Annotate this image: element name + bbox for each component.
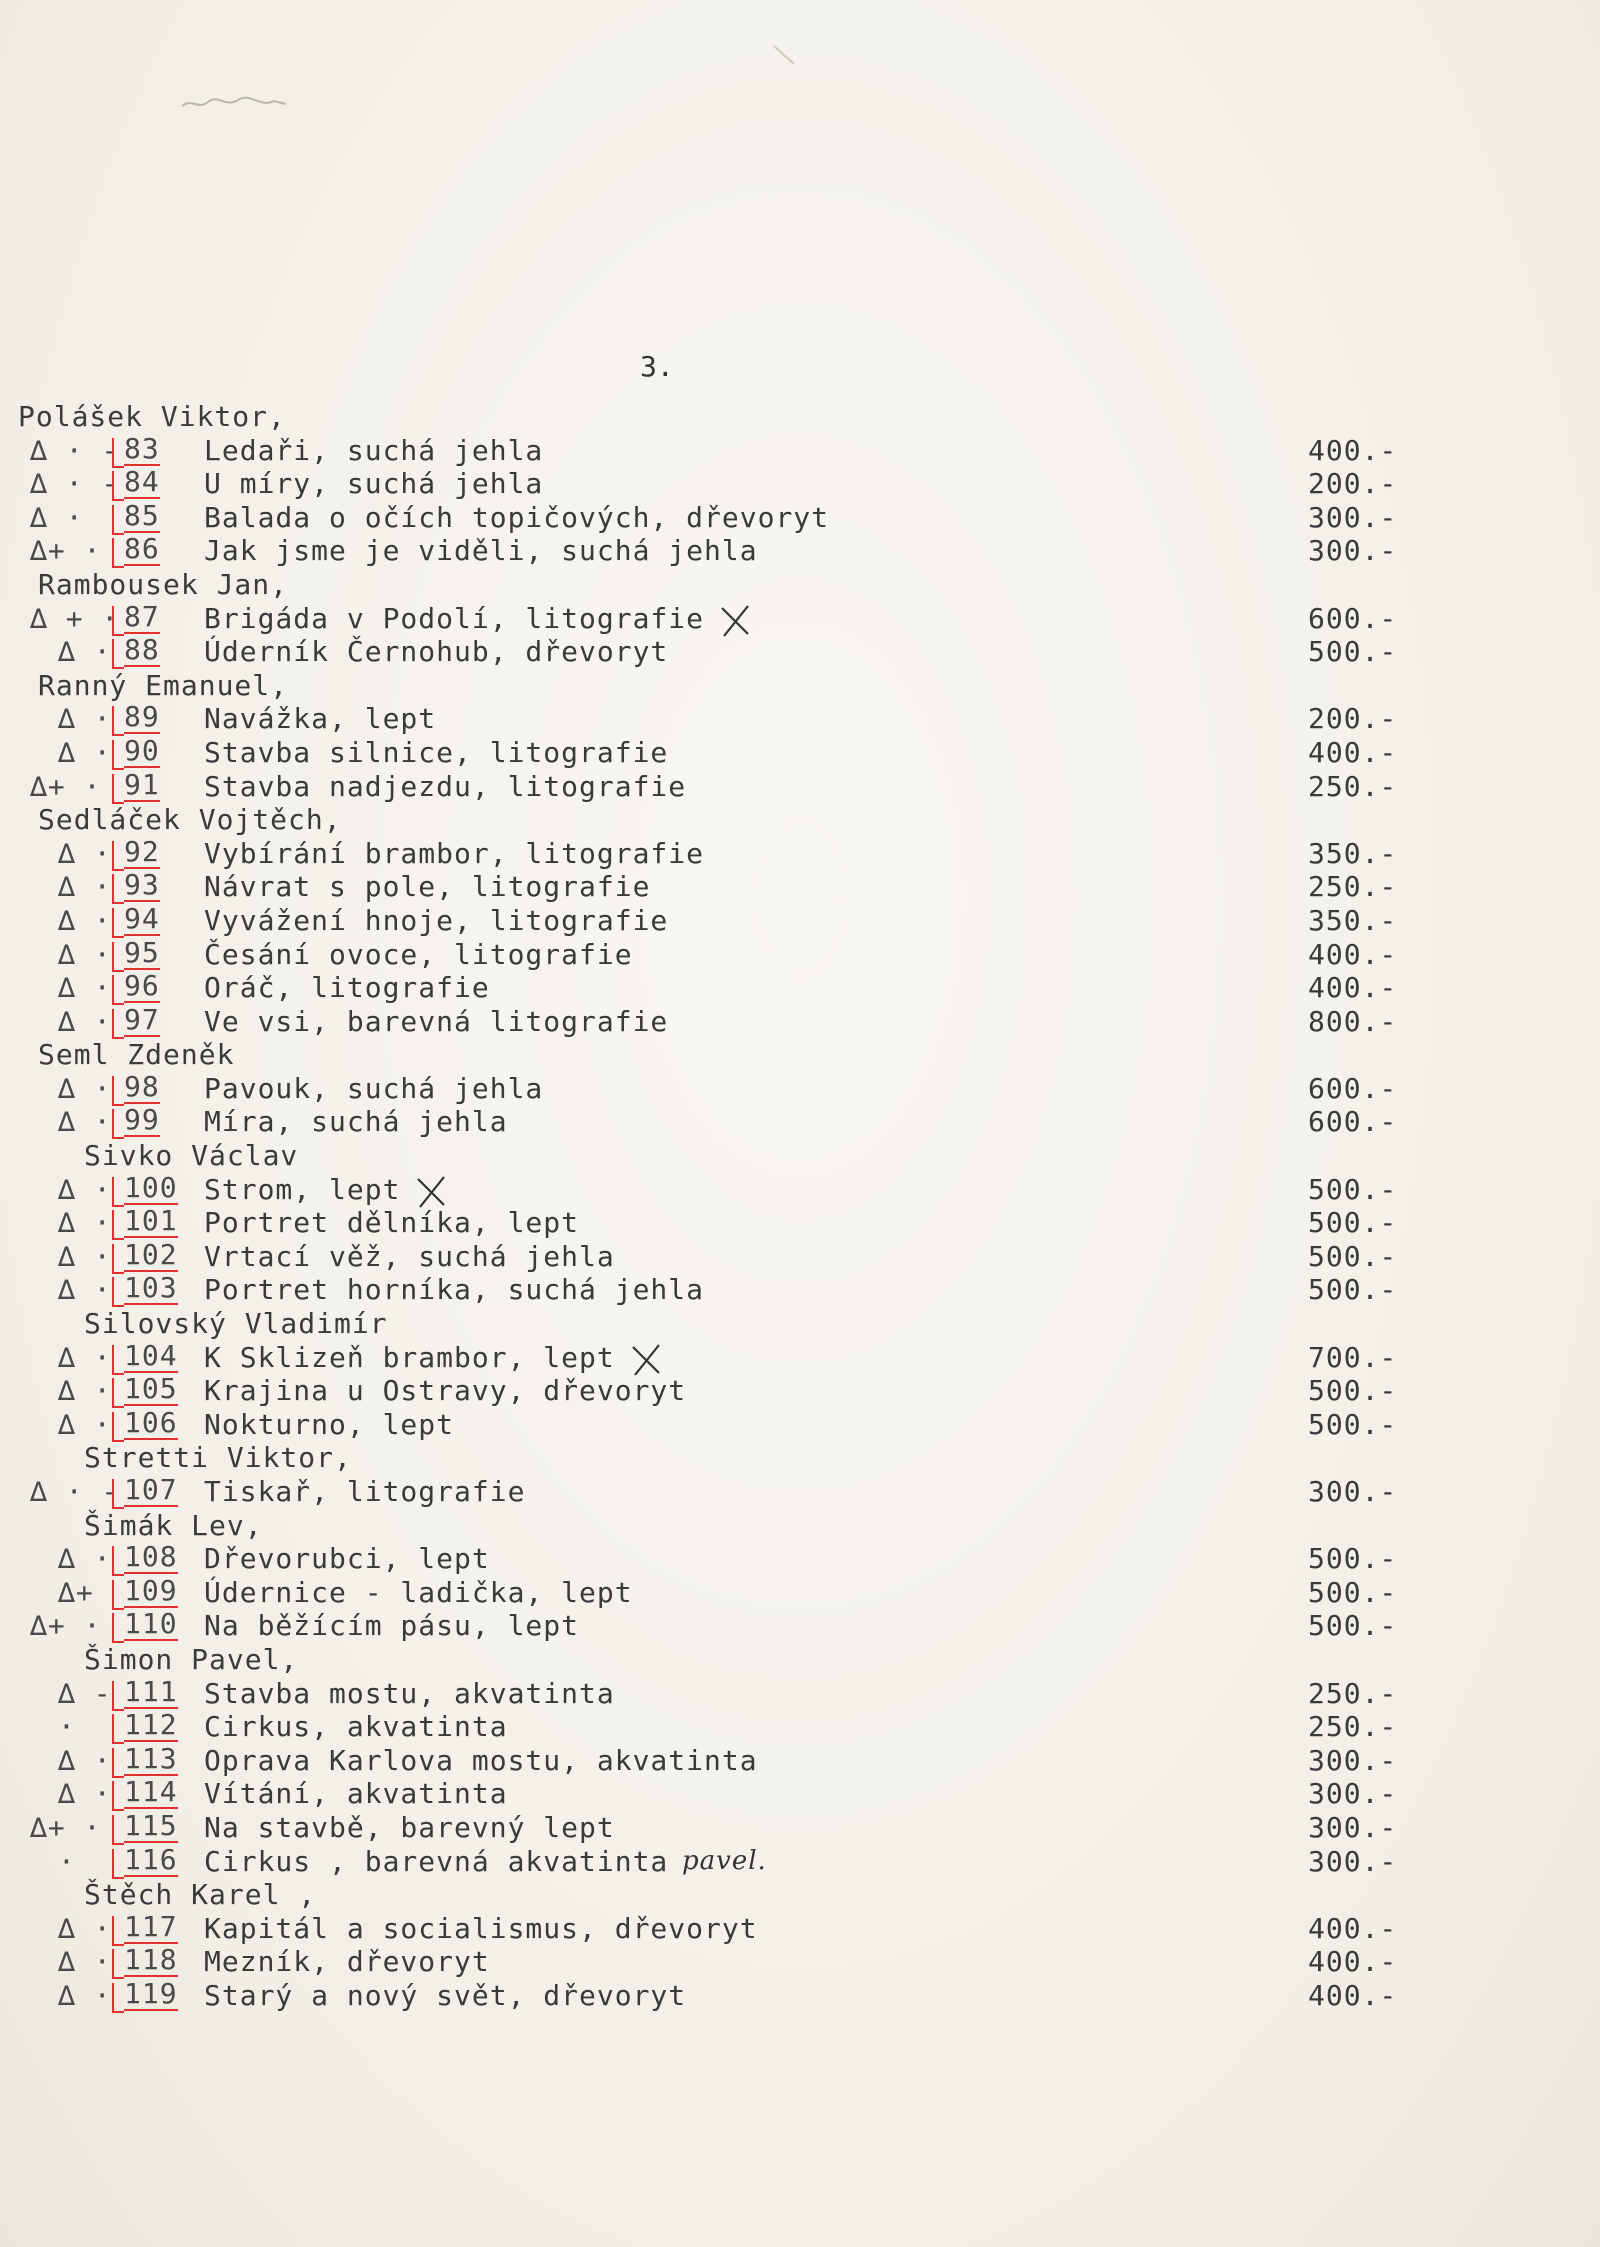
price-value: 800.- [1308, 1004, 1398, 1038]
catalog-row [0, 1273, 1600, 1307]
artwork-title: Kapitál a socialismus, dřevoryt [204, 1911, 758, 1945]
artwork-title: Návrat s pole, litografie [204, 870, 651, 904]
catalog-row [0, 1475, 1600, 1509]
artwork-title: Oráč, litografie [204, 971, 490, 1005]
catalog-row [0, 1573, 1600, 1610]
catalog-number: 105 [124, 1372, 178, 1406]
artwork-title: Navážka, lept [204, 702, 437, 736]
price-value: 500.- [1308, 1206, 1398, 1240]
artwork-title: Ledaři, suchá jehla [204, 433, 544, 467]
price-value: 300.- [1308, 1777, 1398, 1811]
catalog-number: 96 [124, 969, 160, 1003]
artist-row [0, 400, 1600, 434]
price-value: 400.- [1308, 937, 1398, 971]
handwritten-cross-icon [414, 1175, 448, 1209]
catalog-row [0, 1002, 1600, 1039]
artist-name: Seml Zdeněk [38, 1038, 235, 1072]
check-mark: ∆+ · [30, 534, 102, 568]
check-mark: ∆ · - [30, 1475, 120, 1508]
price-value: 600.- [1308, 1105, 1398, 1139]
price-value: 250.- [1308, 769, 1398, 803]
check-mark: ∆ · - [30, 467, 120, 501]
price-value: 500.- [1308, 1542, 1398, 1576]
artwork-title: Pavouk, suchá jehla [204, 1071, 544, 1105]
handwritten-cross-icon [718, 604, 752, 638]
check-mark: ∆ · [58, 702, 112, 736]
price-value: 500.- [1308, 1273, 1398, 1307]
price-value: 400.- [1308, 735, 1398, 769]
artwork-title: Stavba mostu, akvatinta [204, 1676, 615, 1710]
catalog-number: 115 [124, 1808, 178, 1842]
catalog-number: 110 [124, 1607, 178, 1641]
artwork-title: Vítání, akvatinta [204, 1777, 508, 1811]
artwork-title: Krajina u Ostravy, dřevoryt [204, 1374, 687, 1408]
catalog-number: 116 [124, 1842, 178, 1876]
price-value: 250.- [1308, 1676, 1398, 1710]
check-mark: ∆ · [58, 1172, 112, 1206]
artwork-title: Brigáda v Podolí, litografie [204, 601, 705, 635]
catalog-number: 95 [124, 935, 160, 969]
catalog-number: 98 [124, 1069, 160, 1103]
artwork-title: Vyvážení hnoje, litografie [204, 903, 669, 937]
catalog-number: 118 [124, 1943, 178, 1977]
catalog-row [0, 534, 1600, 568]
catalog-row [0, 1909, 1600, 1946]
catalog-number: 119 [124, 1976, 178, 2010]
catalog-row [0, 498, 1600, 535]
price-value: 300.- [1308, 534, 1398, 568]
catalog-row [0, 1842, 1600, 1879]
price-value: 500.- [1308, 1239, 1398, 1273]
check-mark: ∆+ [58, 1575, 94, 1609]
price-value: 300.- [1308, 1810, 1398, 1844]
page-number: 3. [640, 350, 674, 383]
catalog-row [0, 1338, 1600, 1375]
catalog-number: 83 [124, 431, 160, 465]
price-value: 300.- [1308, 500, 1398, 534]
catalog-row [0, 467, 1600, 501]
check-mark: ∆ · [58, 870, 112, 904]
check-mark: · [58, 1844, 76, 1878]
check-mark: ∆ · [58, 635, 112, 669]
artwork-title: Úderník Černohub, dřevoryt [204, 635, 669, 669]
artwork-title: Česání ovoce, litografie [204, 937, 633, 971]
check-mark: ∆ · [58, 1071, 112, 1105]
price-value: 500.- [1308, 635, 1398, 669]
check-mark: ∆ · [58, 1542, 112, 1576]
catalog-row [0, 935, 1600, 972]
check-mark: ∆ · [58, 1407, 112, 1441]
catalog-number: 103 [124, 1271, 178, 1305]
price-value: 300.- [1308, 1844, 1398, 1878]
check-mark: ∆ · [58, 1004, 112, 1038]
catalog-row [0, 901, 1600, 938]
catalog-number: 113 [124, 1741, 178, 1775]
artwork-title: Na běžícím pásu, lept [204, 1609, 580, 1643]
price-value: 500.- [1308, 1407, 1398, 1441]
catalog-row [0, 1710, 1600, 1744]
artwork-title: Ve vsi, barevná litografie [204, 1004, 669, 1038]
price-value: 350.- [1308, 903, 1398, 937]
artist-name: Sedláček Vojtěch, [38, 803, 342, 837]
price-value: 400.- [1308, 433, 1398, 467]
catalog-number: 87 [124, 599, 160, 633]
catalog-row [0, 1542, 1600, 1576]
artwork-title: Dřevorubci, lept [204, 1542, 490, 1576]
catalog-row [0, 1374, 1600, 1408]
catalog-row [0, 870, 1600, 904]
catalog-row [0, 1777, 1600, 1811]
artwork-title: Stavba silnice, litografie [204, 735, 669, 769]
catalog-number: 112 [124, 1708, 178, 1742]
price-value: 200.- [1308, 467, 1398, 501]
artist-row [0, 1643, 1600, 1677]
check-mark: ∆ · [58, 903, 112, 937]
price-value: 400.- [1308, 1978, 1398, 2012]
check-mark: ∆ + · [30, 601, 120, 635]
catalog-row [0, 971, 1600, 1005]
pencil-scribble-icon [180, 92, 290, 114]
artwork-title: Nokturno, lept [204, 1407, 455, 1441]
artwork-title: Vrtací věž, suchá jehla [204, 1239, 615, 1273]
catalog-number: 106 [124, 1405, 178, 1439]
check-mark: ∆ · [58, 1978, 112, 2012]
artist-row [0, 568, 1600, 602]
catalog-number: 85 [124, 498, 160, 532]
artist-name: Ranný Emanuel, [38, 668, 289, 702]
catalog-number: 114 [124, 1775, 178, 1809]
artwork-title: Portret dělníka, lept [204, 1206, 580, 1240]
price-value: 250.- [1308, 870, 1398, 904]
check-mark: ∆ - [58, 1676, 112, 1710]
catalog-row [0, 1945, 1600, 1979]
artist-name: Rambousek Jan, [38, 567, 289, 601]
check-mark: ∆ · [58, 1239, 112, 1273]
artist-name: Silovský Vladimír [84, 1307, 388, 1341]
handwritten-note: pavel. [682, 1845, 767, 1876]
catalog-row [0, 599, 1600, 636]
check-mark: ∆ · [58, 1945, 112, 1979]
catalog-row [0, 1741, 1600, 1778]
artist-row [0, 1878, 1600, 1912]
artist-row [0, 1139, 1600, 1173]
catalog-number: 100 [124, 1170, 178, 1204]
artist-row [0, 1509, 1600, 1543]
price-value: 300.- [1308, 1475, 1398, 1508]
catalog-row [0, 1808, 1600, 1845]
price-value: 250.- [1308, 1710, 1398, 1744]
catalog-row [0, 1405, 1600, 1442]
artwork-title: Mezník, dřevoryt [204, 1945, 490, 1979]
check-mark: ∆+ · [30, 1609, 102, 1643]
artist-name: Polášek Viktor, [18, 400, 286, 433]
catalog-number: 101 [124, 1204, 178, 1238]
artwork-title: Portret horníka, suchá jehla [204, 1273, 705, 1307]
artwork-title: Strom, lept [204, 1172, 401, 1206]
catalog-number: 104 [124, 1338, 178, 1372]
artist-row [0, 669, 1600, 703]
catalog-number: 90 [124, 733, 160, 767]
artwork-title: Vybírání brambor, litografie [204, 836, 705, 870]
catalog-row [0, 1976, 1600, 2013]
paper-crease-icon [770, 40, 800, 70]
catalog-number: 107 [124, 1473, 178, 1506]
artist-row [0, 1038, 1600, 1072]
catalog-number: 91 [124, 767, 160, 801]
catalog-row [0, 733, 1600, 770]
check-mark: ∆ · [58, 1743, 112, 1777]
catalog-row [0, 431, 1600, 468]
catalog-row [0, 1069, 1600, 1106]
catalog-number: 99 [124, 1103, 160, 1137]
artwork-title: Starý a nový svět, dřevoryt [204, 1978, 687, 2012]
check-mark: ∆+ · [30, 1810, 102, 1844]
catalog-number: 97 [124, 1002, 160, 1036]
catalog-row [0, 1170, 1600, 1207]
catalog-row [0, 1674, 1600, 1711]
price-value: 400.- [1308, 1911, 1398, 1945]
artist-name: Šimon Pavel, [84, 1642, 299, 1676]
check-mark: ∆ · [58, 735, 112, 769]
check-mark: ∆+ · [30, 769, 102, 803]
artist-name: Šimák Lev, [84, 1508, 263, 1542]
catalog-number: 111 [124, 1674, 178, 1708]
price-value: 400.- [1308, 971, 1398, 1005]
catalog-number: 88 [124, 633, 160, 667]
price-value: 600.- [1308, 1071, 1398, 1105]
check-mark: ∆ · [58, 937, 112, 971]
artwork-title: Míra, suchá jehla [204, 1105, 508, 1139]
price-value: 600.- [1308, 601, 1398, 635]
catalog-number: 108 [124, 1540, 178, 1574]
artist-name: Sivko Václav [84, 1139, 299, 1173]
check-mark: ∆ · - [30, 433, 120, 467]
artist-row [0, 1307, 1600, 1341]
check-mark: ∆ · [58, 1273, 112, 1307]
catalog-number: 94 [124, 901, 160, 935]
price-value: 300.- [1308, 1743, 1398, 1777]
check-mark: ∆ · [58, 1777, 112, 1811]
check-mark: · [58, 1710, 76, 1744]
catalog-row [0, 1105, 1600, 1139]
catalog-row [0, 635, 1600, 669]
catalog-row [0, 834, 1600, 871]
artwork-title: K Sklizeň brambor, lept [204, 1340, 615, 1374]
price-value: 200.- [1308, 702, 1398, 736]
artwork-title: Na stavbě, barevný lept [204, 1810, 615, 1844]
check-mark: ∆ · [58, 1374, 112, 1408]
catalog-row [0, 1609, 1600, 1643]
price-value: 500.- [1308, 1575, 1398, 1609]
artwork-title: Oprava Karlova mostu, akvatinta [204, 1743, 758, 1777]
check-mark: ∆ · [58, 836, 112, 870]
check-mark: ∆ · [58, 1911, 112, 1945]
catalog-number: 84 [124, 465, 160, 499]
price-value: 500.- [1308, 1172, 1398, 1206]
check-mark: ∆ · [58, 1105, 112, 1139]
artwork-title: Cirkus, akvatinta [204, 1710, 508, 1744]
price-value: 350.- [1308, 836, 1398, 870]
catalog-row [0, 702, 1600, 736]
check-mark: ∆ · [58, 1206, 112, 1240]
catalog-number: 92 [124, 834, 160, 868]
check-mark: ∆ · [58, 1340, 112, 1374]
price-value: 400.- [1308, 1945, 1398, 1979]
artwork-title: Jak jsme je viděli, suchá jehla [204, 534, 758, 568]
price-list [0, 400, 1600, 2013]
check-mark: ∆ · [30, 500, 84, 534]
catalog-row [0, 1237, 1600, 1274]
catalog-number: 109 [124, 1573, 178, 1607]
artwork-title: Stavba nadjezdu, litografie [204, 769, 687, 803]
artist-row [0, 1441, 1600, 1475]
catalog-number: 102 [124, 1237, 178, 1271]
artwork-title: Tiskař, litografie [204, 1475, 526, 1508]
artist-name: Stretti Viktor, [84, 1441, 352, 1475]
artist-name: Štěch Karel , [84, 1878, 317, 1912]
artwork-title: U míry, suchá jehla [204, 467, 544, 501]
catalog-row [0, 1206, 1600, 1240]
artwork-title: Balada o očích topičových, dřevoryt [204, 500, 830, 534]
catalog-number: 86 [124, 532, 160, 566]
price-value: 700.- [1308, 1340, 1398, 1374]
catalog-row [0, 767, 1600, 804]
catalog-number: 89 [124, 700, 160, 734]
handwritten-cross-icon [629, 1343, 663, 1377]
artwork-title: Údernice - ladička, lept [204, 1575, 633, 1609]
price-value: 500.- [1308, 1609, 1398, 1643]
catalog-number: 117 [124, 1909, 178, 1943]
artwork-title: Cirkus , barevná akvatinta [204, 1844, 669, 1878]
artist-row [0, 803, 1600, 837]
price-value: 500.- [1308, 1374, 1398, 1408]
catalog-number: 93 [124, 868, 160, 902]
check-mark: ∆ · [58, 971, 112, 1005]
